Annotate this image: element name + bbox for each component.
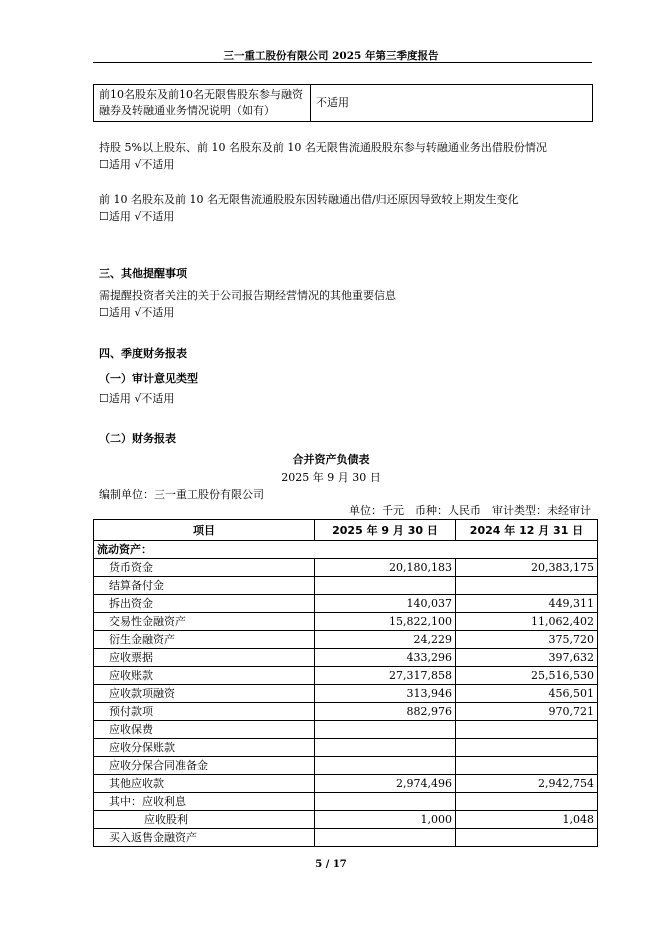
row-label: 应收票据 — [94, 649, 315, 667]
para2-options: ☐适用 √不适用 — [99, 210, 175, 223]
header-divider — [93, 62, 592, 63]
row-label: 应收账款 — [94, 667, 315, 685]
row-label: 交易性金融资产 — [94, 613, 315, 631]
row-label: 预付款项 — [94, 703, 315, 721]
row-prior-value: 456,501 — [456, 685, 598, 703]
row-prior-value: 449,311 — [456, 595, 598, 613]
row-current-value: 27,317,858 — [315, 667, 456, 685]
column-header-item: 项目 — [94, 520, 315, 541]
row-current-value: 140,037 — [315, 595, 456, 613]
section3-text: 需提醒投资者关注的关于公司报告期经营情况的其他重要信息 — [99, 289, 396, 302]
table-row — [94, 631, 598, 649]
para2-text: 前 10 名股东及前 10 名无限售流通股股东因转融通出借/归还原因导致较上期发生变化 — [99, 193, 519, 206]
statement-unit-line: 单位：千元 币种：人民币 审计类型：未经审计 — [349, 504, 591, 517]
row-current-value: 2,974,496 — [315, 775, 456, 793]
row-label: 结算备付金 — [94, 577, 315, 595]
row-label: 其他应收款 — [94, 775, 315, 793]
row-current-value: 882,976 — [315, 703, 456, 721]
table-header-row — [94, 520, 598, 541]
row-current-value: 24,229 — [315, 631, 456, 649]
row-label: 拆出资金 — [94, 595, 315, 613]
row-label: 应收股利 — [94, 811, 315, 829]
section3-options: ☐适用 √不适用 — [99, 306, 175, 319]
row-label: 买入返售金融资产 — [94, 829, 315, 847]
row-current-value — [315, 829, 456, 847]
row-label: 衍生金融资产 — [94, 631, 315, 649]
para1-options: ☐适用 √不适用 — [99, 158, 175, 171]
row-prior-value — [456, 793, 598, 811]
row-prior-value: 2,942,754 — [456, 775, 598, 793]
section3-heading: 三、其他提醒事项 — [99, 267, 187, 280]
table-row — [94, 721, 598, 739]
table-row — [94, 829, 598, 847]
row-prior-value: 970,721 — [456, 703, 598, 721]
row-prior-value: 375,720 — [456, 631, 598, 649]
statement-date: 2025 年 9 月 30 日 — [281, 471, 381, 484]
table-row — [94, 757, 598, 775]
row-label: 应收分保账款 — [94, 739, 315, 757]
group-row — [94, 541, 598, 559]
para1-text: 持股 5%以上股东、前 10 名股东及前 10 名无限售流通股股东参与转融通业务出借股份情况 — [99, 141, 547, 154]
row-current-value: 20,180,183 — [315, 559, 456, 577]
section4-heading: 四、季度财务报表 — [99, 347, 187, 360]
row-current-value: 433,296 — [315, 649, 456, 667]
row-current-value — [315, 757, 456, 775]
row-label: 应收款项融资 — [94, 685, 315, 703]
balance-sheet-table — [93, 519, 598, 847]
table-row — [94, 649, 598, 667]
note-label-cell: 前10名股东及前10名无限售股东参与融资融券及转融通业务情况说明（如有） — [94, 85, 311, 122]
page-header-title: 三一重工股份有限公司 2025 年第三季度报告 — [223, 50, 439, 62]
row-prior-value — [456, 829, 598, 847]
row-current-value — [315, 793, 456, 811]
row-current-value — [315, 721, 456, 739]
shareholder-note-table — [93, 84, 593, 122]
row-prior-value: 397,632 — [456, 649, 598, 667]
row-current-value: 1,000 — [315, 811, 456, 829]
audit-opinion-options: ☐适用 √不适用 — [99, 392, 175, 405]
row-prior-value: 25,516,530 — [456, 667, 598, 685]
row-current-value — [315, 739, 456, 757]
table-row — [94, 793, 598, 811]
row-prior-value: 1,048 — [456, 811, 598, 829]
row-label: 应收保费 — [94, 721, 315, 739]
page-number: 5 / 17 — [315, 859, 347, 870]
row-prior-value — [456, 721, 598, 739]
table-row — [94, 667, 598, 685]
statement-title: 合并资产负债表 — [292, 453, 370, 466]
table-row — [94, 595, 598, 613]
row-prior-value: 20,383,175 — [456, 559, 598, 577]
table-row — [94, 685, 598, 703]
row-current-value: 15,822,100 — [315, 613, 456, 631]
row-prior-value — [456, 757, 598, 775]
column-header-current: 2025 年 9 月 30 日 — [315, 520, 456, 541]
table-row — [94, 775, 598, 793]
row-current-value: 313,946 — [315, 685, 456, 703]
table-row — [94, 739, 598, 757]
row-prior-value — [456, 739, 598, 757]
row-prior-value: 11,062,402 — [456, 613, 598, 631]
row-label: 货币资金 — [94, 559, 315, 577]
table-row — [94, 613, 598, 631]
table-row — [94, 703, 598, 721]
table-row — [94, 811, 598, 829]
row-label: 应收分保合同准备金 — [94, 757, 315, 775]
table-row — [94, 577, 598, 595]
audit-opinion-heading: （一）审计意见类型 — [99, 372, 198, 385]
statement-preparer: 编制单位：三一重工股份有限公司 — [99, 488, 264, 501]
group-label: 流动资产： — [94, 541, 598, 559]
table-row — [94, 559, 598, 577]
row-current-value — [315, 577, 456, 595]
note-value-cell: 不适用 — [311, 85, 593, 122]
column-header-prior: 2024 年 12 月 31 日 — [456, 520, 598, 541]
note-table-row — [94, 85, 593, 122]
financial-statements-heading: （二）财务报表 — [99, 432, 176, 445]
row-label: 其中：应收利息 — [94, 793, 315, 811]
row-prior-value — [456, 577, 598, 595]
